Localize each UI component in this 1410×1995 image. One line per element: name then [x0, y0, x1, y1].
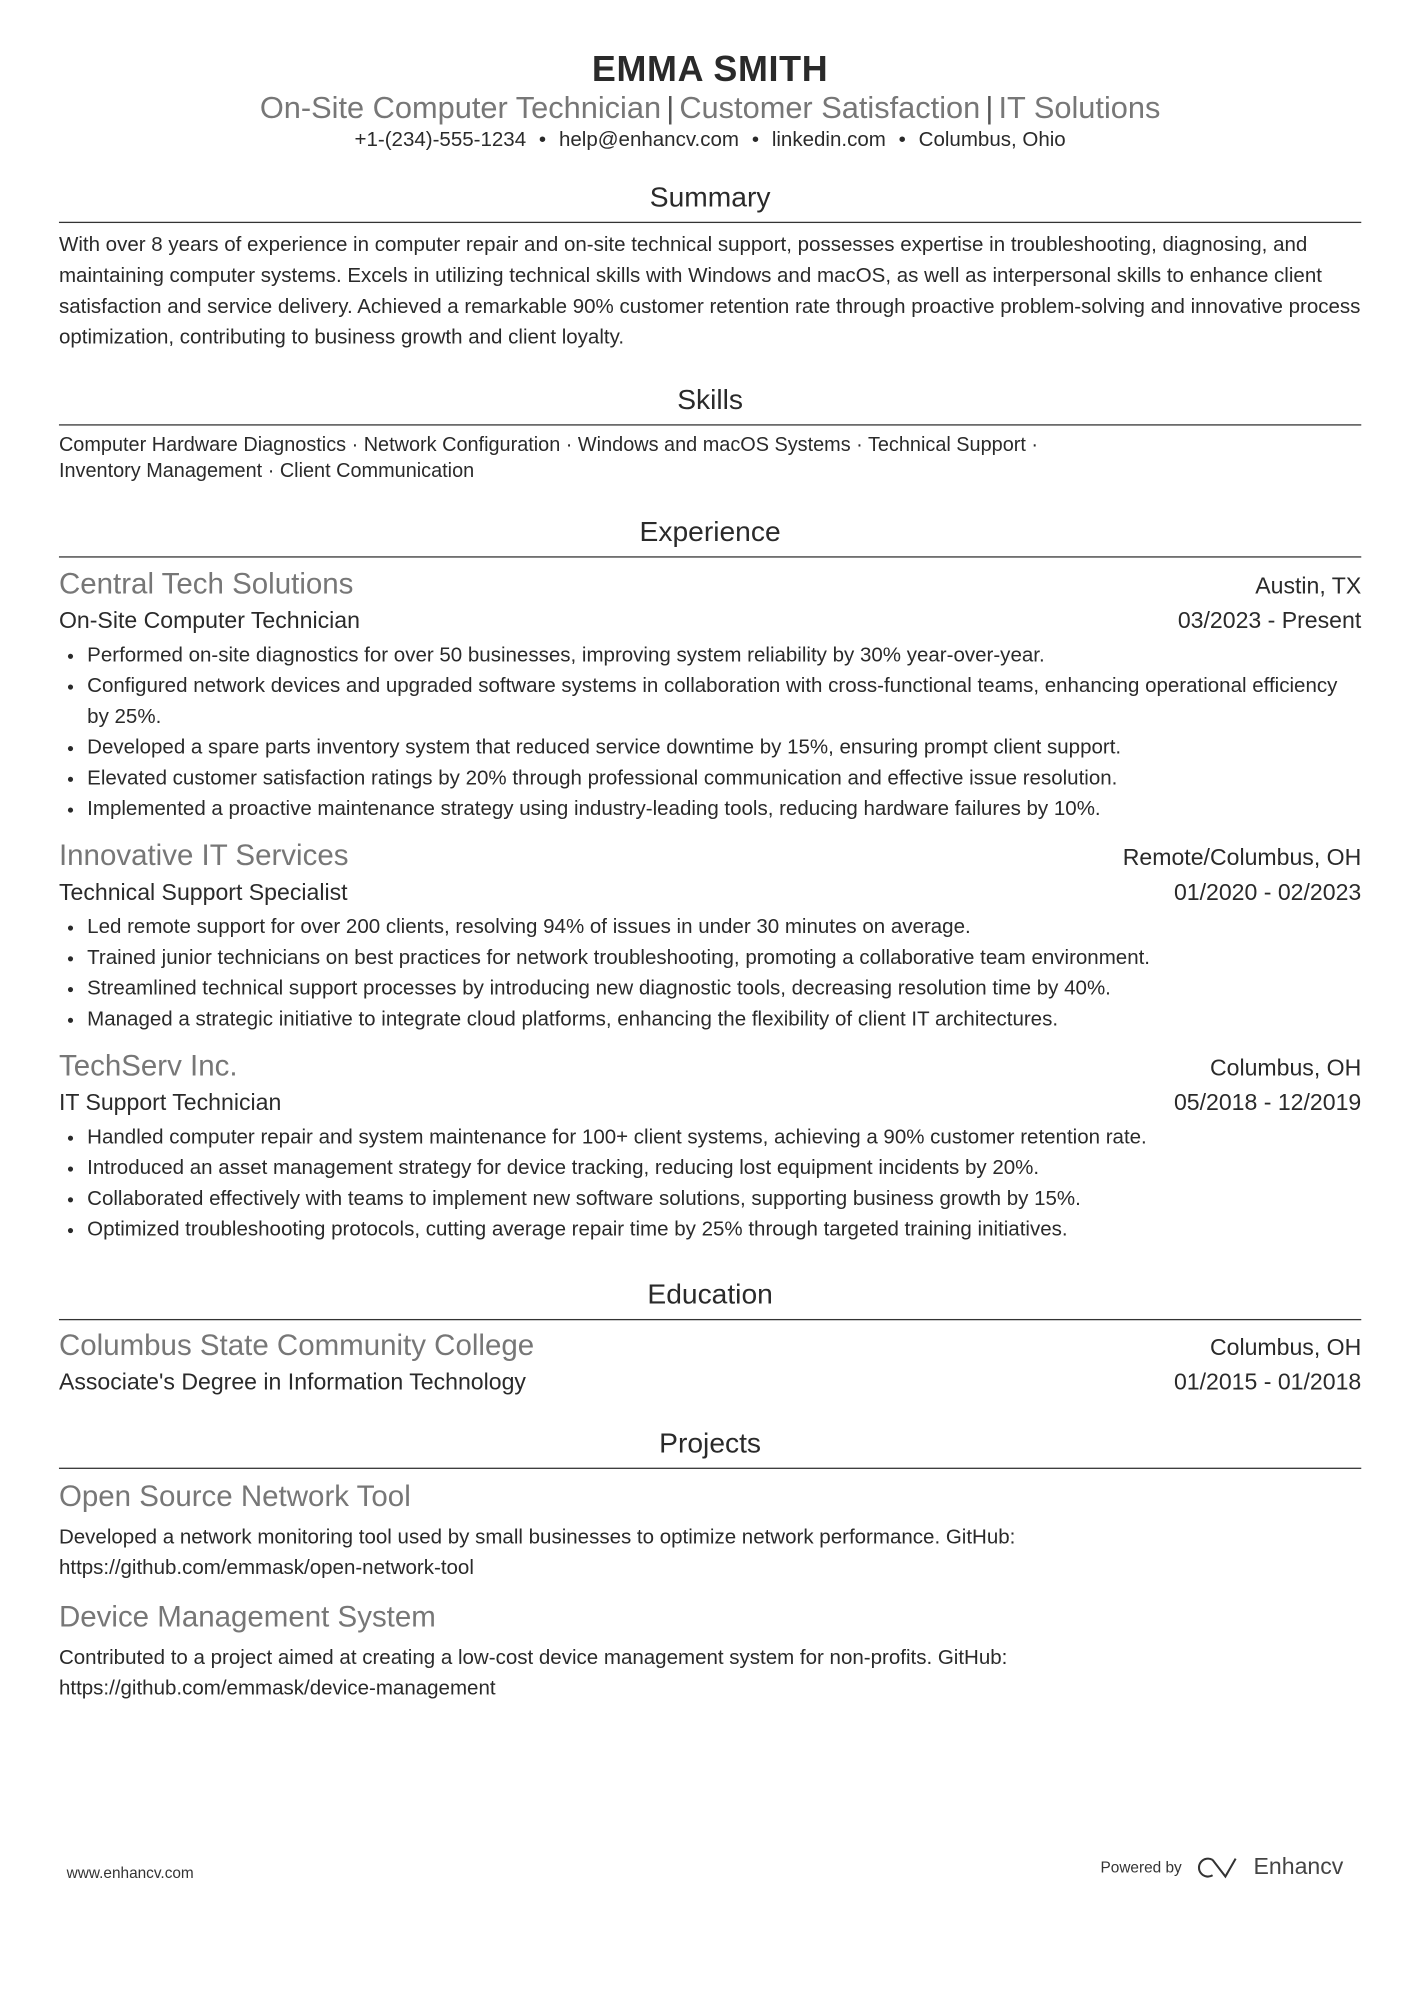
- linkedin-link[interactable]: linkedin.com: [771, 129, 886, 152]
- section-heading: Summary: [59, 178, 1361, 223]
- candidate-name: EMMA SMITH: [591, 48, 829, 89]
- school-name: Columbus State Community College: [58, 1327, 535, 1362]
- bullet: • Managed a strategic initiative to integrate cloud platforms, enhancing the flexibility of client IT architectures.: [87, 1005, 1361, 1036]
- project-link[interactable]: https://github.com/emmask/open-network-tool: [58, 1557, 474, 1580]
- bullet: • Trained junior technicians on best practices for network troubleshooting, promoting a collaborative team environment.: [87, 943, 1361, 974]
- project-link[interactable]: https://github.com/emmask/device-management: [58, 1677, 496, 1700]
- section-heading: Experience: [59, 513, 1361, 558]
- job-role: On-Site Computer Technician: [58, 607, 360, 634]
- email-link[interactable]: help@enhancv.com: [558, 129, 739, 152]
- section-heading: Skills: [59, 381, 1361, 426]
- section-heading: Projects: [59, 1424, 1361, 1469]
- enhancv-logo-icon: [1195, 1854, 1241, 1880]
- job-entry: [59, 564, 1361, 825]
- phone: +1-(234)-555-1234: [354, 129, 527, 152]
- bullet: • Handled computer repair and system maintenance for 100+ client systems, achieving a 90% customer retention rate.: [87, 1123, 1361, 1154]
- degree: Associate's Degree in Information Technology: [58, 1368, 526, 1395]
- projects-section: [59, 1424, 1361, 1705]
- summary-section: [59, 178, 1361, 354]
- bullet: • Optimized troubleshooting protocols, cutting average repair time by 25% through targeted training initiatives.: [87, 1215, 1361, 1246]
- education-section: [59, 1275, 1361, 1399]
- experience-section: [59, 513, 1361, 1246]
- project-entry: [59, 1477, 1361, 1585]
- headline: On-Site Computer Technician | Customer Satisfaction | IT Solutions: [259, 91, 1161, 126]
- company-name: Central Tech Solutions: [58, 566, 354, 600]
- footer-powered-by: [1101, 1853, 1344, 1880]
- project-description: Developed a network monitoring tool used by small businesses to optimize network performance. GitHub:: [58, 1526, 1016, 1549]
- bullet: • Developed a spare parts inventory system that reduced service downtime by 15%, ensuring prompt client support.: [87, 733, 1361, 764]
- enhancv-brand: Enhancv: [1253, 1853, 1344, 1880]
- job-dates: 01/2020 - 02/2023: [1173, 879, 1362, 905]
- headline-item: Customer Satisfaction: [679, 91, 981, 126]
- headline-item: On-Site Computer Technician: [259, 91, 662, 126]
- contact-info: +1-(234)-555-1234 • help@enhancv.com • linkedin.com • Columbus, Ohio: [354, 129, 1066, 152]
- job-dates: 03/2023 - Present: [1177, 607, 1362, 634]
- job-bullets: [59, 913, 1361, 1036]
- school-location: Columbus, OH: [1209, 1334, 1362, 1360]
- bullet: • Streamlined technical support processes by introducing new diagnostic tools, decreasing resolution time by 40%.: [87, 974, 1361, 1005]
- project-name: Open Source Network Tool: [58, 1479, 411, 1513]
- company-name: Innovative IT Services: [58, 838, 349, 872]
- headline-item: IT Solutions: [998, 91, 1161, 126]
- job-role: IT Support Technician: [58, 1089, 282, 1116]
- job-entry: [59, 836, 1361, 1036]
- job-location: Austin, TX: [1255, 572, 1362, 599]
- job-dates: 05/2018 - 12/2019: [1173, 1089, 1362, 1116]
- company-name: TechServ Inc.: [58, 1048, 238, 1082]
- skills-section: [59, 381, 1361, 485]
- summary-text: With over 8 years of experience in computer repair and on-site technical support, possesses expertise in troubleshooting, diagnosing, and maintaining computer systems. Excels in utilizing technical skills with Windows and macOS, as well as interpersonal skills to enhance client satisfaction and service delivery. Achieved a remarkable 90% customer retention rate through proactive problem-solving and innovative process optimization, contributing to business growth and client loyalty.: [58, 234, 1361, 349]
- job-location: Columbus, OH: [1209, 1054, 1362, 1081]
- location: Columbus, Ohio: [918, 129, 1066, 152]
- job-location: Remote/Columbus, OH: [1122, 844, 1362, 871]
- job-bullets: [59, 641, 1361, 826]
- bullet: • Performed on-site diagnostics for over 50 businesses, improving system reliability by 30% year-over-year.: [87, 641, 1361, 672]
- powered-by-label: Powered by: [1100, 1857, 1182, 1876]
- bullet: • Configured network devices and upgraded software systems in collaboration with cross-functional teams, enhancing operational efficiency by 25%.: [87, 672, 1361, 734]
- education-dates: 01/2015 - 01/2018: [1173, 1368, 1362, 1395]
- skills-line: Inventory Management · Client Communication: [58, 460, 475, 482]
- section-heading: Education: [59, 1275, 1361, 1320]
- bullet: • Elevated customer satisfaction ratings by 20% through professional communication and effective issue resolution.: [87, 764, 1361, 795]
- job-bullets: [59, 1123, 1361, 1246]
- job-entry: [59, 1046, 1361, 1246]
- bullet: • Introduced an asset management strategy for device tracking, reducing lost equipment incidents by 20%.: [87, 1154, 1361, 1185]
- project-description: Contributed to a project aimed at creating a low-cost device management system for non-profits. GitHub:: [58, 1647, 1008, 1669]
- job-role: Technical Support Specialist: [58, 879, 348, 905]
- bullet: • Led remote support for over 200 clients, resolving 94% of issues in under 30 minutes on average.: [87, 913, 1361, 944]
- project-entry: [59, 1597, 1361, 1705]
- bullet: • Collaborated effectively with teams to implement new software solutions, supporting business growth by 15%.: [87, 1184, 1361, 1215]
- bullet: • Implemented a proactive maintenance strategy using industry-leading tools, reducing hardware failures by 10%.: [87, 795, 1361, 826]
- footer-site-link[interactable]: www.enhancv.com: [66, 1863, 194, 1882]
- skills-line: Computer Hardware Diagnostics · Network Configuration · Windows and macOS Systems · Technical Support ·: [58, 434, 1039, 457]
- project-name: Device Management System: [58, 1599, 436, 1634]
